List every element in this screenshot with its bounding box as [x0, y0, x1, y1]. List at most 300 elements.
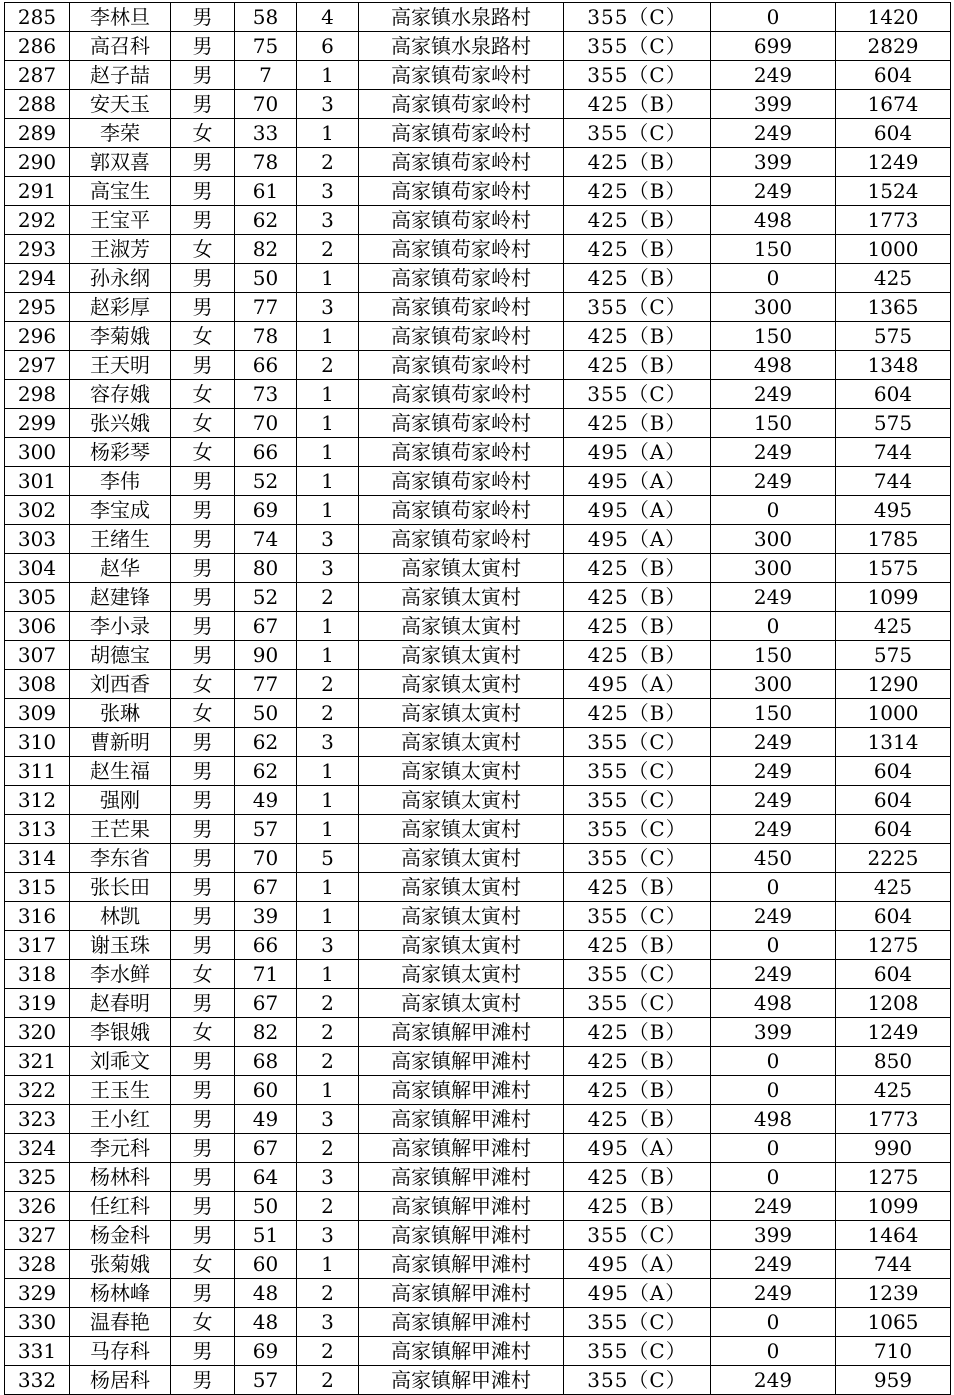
gender-cell: 女: [171, 1250, 235, 1279]
total-cell: 425: [836, 612, 951, 641]
row-number-cell: 294: [5, 264, 70, 293]
subsidy-cell: 300: [711, 293, 836, 322]
gender-cell: 男: [171, 3, 235, 32]
household-size-cell: 1: [297, 264, 359, 293]
age-cell: 62: [235, 728, 297, 757]
total-cell: 1290: [836, 670, 951, 699]
total-cell: 425: [836, 1076, 951, 1105]
table-row: [5, 786, 951, 815]
row-number-cell: 317: [5, 931, 70, 960]
age-cell: 57: [235, 815, 297, 844]
row-number-cell: 307: [5, 641, 70, 670]
row-number-cell: 306: [5, 612, 70, 641]
standard-level-cell: 495（A）: [564, 525, 711, 554]
row-number-cell: 312: [5, 786, 70, 815]
standard-level-cell: 425（B）: [564, 873, 711, 902]
table-row: [5, 1163, 951, 1192]
table-row: [5, 902, 951, 931]
standard-level-cell: 425（B）: [564, 931, 711, 960]
standard-level-cell: 355（C）: [564, 815, 711, 844]
row-number-cell: 320: [5, 1018, 70, 1047]
address-cell: 高家镇苟家岭村: [359, 438, 564, 467]
total-cell: 1065: [836, 1308, 951, 1337]
age-cell: 75: [235, 32, 297, 61]
gender-cell: 男: [171, 1163, 235, 1192]
name-cell: 王绪生: [70, 525, 171, 554]
household-size-cell: 6: [297, 32, 359, 61]
subsidy-cell: 249: [711, 177, 836, 206]
total-cell: 1674: [836, 90, 951, 119]
standard-level-cell: 355（C）: [564, 1221, 711, 1250]
age-cell: 70: [235, 844, 297, 873]
subsidy-cell: 0: [711, 496, 836, 525]
address-cell: 高家镇太寅村: [359, 554, 564, 583]
address-cell: 高家镇解甲滩村: [359, 1337, 564, 1366]
standard-level-cell: 425（B）: [564, 583, 711, 612]
name-cell: 李伟: [70, 467, 171, 496]
table-row: [5, 351, 951, 380]
gender-cell: 男: [171, 264, 235, 293]
subsidy-cell: 399: [711, 148, 836, 177]
row-number-cell: 326: [5, 1192, 70, 1221]
table-row: [5, 380, 951, 409]
address-cell: 高家镇苟家岭村: [359, 235, 564, 264]
name-cell: 李银娥: [70, 1018, 171, 1047]
address-cell: 高家镇解甲滩村: [359, 1047, 564, 1076]
row-number-cell: 292: [5, 206, 70, 235]
row-number-cell: 295: [5, 293, 70, 322]
table-row: [5, 583, 951, 612]
subsidy-cell: 249: [711, 380, 836, 409]
subsidy-cell: 0: [711, 1308, 836, 1337]
total-cell: 575: [836, 322, 951, 351]
gender-cell: 男: [171, 844, 235, 873]
data-table: [4, 2, 951, 1395]
address-cell: 高家镇解甲滩村: [359, 1308, 564, 1337]
subsidy-cell: 249: [711, 757, 836, 786]
age-cell: 48: [235, 1279, 297, 1308]
subsidy-cell: 150: [711, 409, 836, 438]
name-cell: 赵春明: [70, 989, 171, 1018]
household-size-cell: 1: [297, 119, 359, 148]
gender-cell: 男: [171, 1076, 235, 1105]
address-cell: 高家镇太寅村: [359, 757, 564, 786]
address-cell: 高家镇解甲滩村: [359, 1221, 564, 1250]
household-size-cell: 1: [297, 786, 359, 815]
gender-cell: 女: [171, 699, 235, 728]
standard-level-cell: 495（A）: [564, 496, 711, 525]
age-cell: 71: [235, 960, 297, 989]
standard-level-cell: 425（B）: [564, 1163, 711, 1192]
standard-level-cell: 425（B）: [564, 1047, 711, 1076]
table-row: [5, 1366, 951, 1395]
table-row: [5, 641, 951, 670]
total-cell: 1099: [836, 583, 951, 612]
row-number-cell: 290: [5, 148, 70, 177]
household-size-cell: 1: [297, 467, 359, 496]
household-size-cell: 2: [297, 351, 359, 380]
subsidy-cell: 249: [711, 1250, 836, 1279]
name-cell: 王芒果: [70, 815, 171, 844]
total-cell: 1208: [836, 989, 951, 1018]
household-size-cell: 3: [297, 1163, 359, 1192]
age-cell: 82: [235, 235, 297, 264]
household-size-cell: 3: [297, 90, 359, 119]
household-size-cell: 2: [297, 1134, 359, 1163]
standard-level-cell: 355（C）: [564, 728, 711, 757]
age-cell: 58: [235, 3, 297, 32]
total-cell: 1239: [836, 1279, 951, 1308]
address-cell: 高家镇解甲滩村: [359, 1018, 564, 1047]
household-size-cell: 1: [297, 960, 359, 989]
row-number-cell: 293: [5, 235, 70, 264]
total-cell: 1365: [836, 293, 951, 322]
standard-level-cell: 425（B）: [564, 612, 711, 641]
total-cell: 425: [836, 873, 951, 902]
total-cell: 575: [836, 641, 951, 670]
subsidy-cell: 0: [711, 1134, 836, 1163]
age-cell: 66: [235, 438, 297, 467]
gender-cell: 男: [171, 148, 235, 177]
table-row: [5, 873, 951, 902]
name-cell: 高召科: [70, 32, 171, 61]
household-size-cell: 1: [297, 61, 359, 90]
age-cell: 61: [235, 177, 297, 206]
table-row: [5, 496, 951, 525]
household-size-cell: 2: [297, 1337, 359, 1366]
gender-cell: 男: [171, 293, 235, 322]
household-size-cell: 2: [297, 1279, 359, 1308]
gender-cell: 男: [171, 583, 235, 612]
household-size-cell: 3: [297, 1221, 359, 1250]
row-number-cell: 332: [5, 1366, 70, 1395]
household-size-cell: 1: [297, 438, 359, 467]
household-size-cell: 2: [297, 699, 359, 728]
table-row: [5, 960, 951, 989]
address-cell: 高家镇太寅村: [359, 960, 564, 989]
row-number-cell: 323: [5, 1105, 70, 1134]
age-cell: 33: [235, 119, 297, 148]
table-row: [5, 467, 951, 496]
standard-level-cell: 425（B）: [564, 322, 711, 351]
household-size-cell: 1: [297, 1250, 359, 1279]
subsidy-cell: 0: [711, 1076, 836, 1105]
total-cell: 1464: [836, 1221, 951, 1250]
table-row: [5, 554, 951, 583]
row-number-cell: 286: [5, 32, 70, 61]
name-cell: 李水鲜: [70, 960, 171, 989]
name-cell: 赵生福: [70, 757, 171, 786]
table-row: [5, 1221, 951, 1250]
subsidy-cell: 249: [711, 438, 836, 467]
name-cell: 李小录: [70, 612, 171, 641]
table-row: [5, 1018, 951, 1047]
row-number-cell: 287: [5, 61, 70, 90]
gender-cell: 女: [171, 1018, 235, 1047]
row-number-cell: 303: [5, 525, 70, 554]
address-cell: 高家镇解甲滩村: [359, 1163, 564, 1192]
household-size-cell: 4: [297, 3, 359, 32]
age-cell: 52: [235, 467, 297, 496]
subsidy-cell: 249: [711, 815, 836, 844]
standard-level-cell: 495（A）: [564, 467, 711, 496]
address-cell: 高家镇太寅村: [359, 786, 564, 815]
gender-cell: 男: [171, 1337, 235, 1366]
table-row: [5, 699, 951, 728]
total-cell: 1773: [836, 206, 951, 235]
age-cell: 90: [235, 641, 297, 670]
subsidy-cell: 0: [711, 1337, 836, 1366]
subsidy-cell: 249: [711, 1366, 836, 1395]
address-cell: 高家镇解甲滩村: [359, 1366, 564, 1395]
household-size-cell: 3: [297, 177, 359, 206]
row-number-cell: 316: [5, 902, 70, 931]
subsidy-cell: 399: [711, 1018, 836, 1047]
name-cell: 赵子喆: [70, 61, 171, 90]
subsidy-cell: 0: [711, 612, 836, 641]
row-number-cell: 309: [5, 699, 70, 728]
age-cell: 67: [235, 1134, 297, 1163]
row-number-cell: 305: [5, 583, 70, 612]
total-cell: 1314: [836, 728, 951, 757]
address-cell: 高家镇太寅村: [359, 699, 564, 728]
total-cell: 1275: [836, 1163, 951, 1192]
household-size-cell: 1: [297, 496, 359, 525]
standard-level-cell: 355（C）: [564, 1366, 711, 1395]
total-cell: 2829: [836, 32, 951, 61]
total-cell: 604: [836, 119, 951, 148]
address-cell: 高家镇苟家岭村: [359, 351, 564, 380]
total-cell: 1575: [836, 554, 951, 583]
subsidy-cell: 0: [711, 873, 836, 902]
address-cell: 高家镇太寅村: [359, 670, 564, 699]
standard-level-cell: 355（C）: [564, 902, 711, 931]
standard-level-cell: 495（A）: [564, 438, 711, 467]
table-row: [5, 409, 951, 438]
name-cell: 强刚: [70, 786, 171, 815]
name-cell: 曹新明: [70, 728, 171, 757]
total-cell: 850: [836, 1047, 951, 1076]
gender-cell: 男: [171, 786, 235, 815]
name-cell: 刘西香: [70, 670, 171, 699]
row-number-cell: 302: [5, 496, 70, 525]
name-cell: 赵彩厚: [70, 293, 171, 322]
row-number-cell: 330: [5, 1308, 70, 1337]
standard-level-cell: 495（A）: [564, 1134, 711, 1163]
gender-cell: 男: [171, 902, 235, 931]
row-number-cell: 325: [5, 1163, 70, 1192]
age-cell: 50: [235, 1192, 297, 1221]
total-cell: 744: [836, 467, 951, 496]
age-cell: 77: [235, 670, 297, 699]
household-size-cell: 1: [297, 380, 359, 409]
total-cell: 744: [836, 1250, 951, 1279]
age-cell: 82: [235, 1018, 297, 1047]
row-number-cell: 311: [5, 757, 70, 786]
age-cell: 78: [235, 148, 297, 177]
household-size-cell: 2: [297, 989, 359, 1018]
table-row: [5, 1134, 951, 1163]
standard-level-cell: 355（C）: [564, 1308, 711, 1337]
household-size-cell: 1: [297, 641, 359, 670]
gender-cell: 男: [171, 206, 235, 235]
row-number-cell: 315: [5, 873, 70, 902]
gender-cell: 男: [171, 989, 235, 1018]
household-size-cell: 1: [297, 612, 359, 641]
address-cell: 高家镇苟家岭村: [359, 322, 564, 351]
gender-cell: 男: [171, 554, 235, 583]
gender-cell: 女: [171, 670, 235, 699]
total-cell: 604: [836, 380, 951, 409]
subsidy-cell: 249: [711, 728, 836, 757]
age-cell: 62: [235, 206, 297, 235]
age-cell: 62: [235, 757, 297, 786]
household-size-cell: 2: [297, 583, 359, 612]
age-cell: 64: [235, 1163, 297, 1192]
gender-cell: 女: [171, 960, 235, 989]
table-row: [5, 1192, 951, 1221]
subsidy-cell: 699: [711, 32, 836, 61]
table-row: [5, 1105, 951, 1134]
subsidy-cell: 150: [711, 322, 836, 351]
standard-level-cell: 425（B）: [564, 554, 711, 583]
address-cell: 高家镇苟家岭村: [359, 409, 564, 438]
address-cell: 高家镇苟家岭村: [359, 90, 564, 119]
row-number-cell: 291: [5, 177, 70, 206]
address-cell: 高家镇苟家岭村: [359, 264, 564, 293]
row-number-cell: 289: [5, 119, 70, 148]
table-row: [5, 931, 951, 960]
household-size-cell: 2: [297, 1018, 359, 1047]
gender-cell: 男: [171, 351, 235, 380]
household-size-cell: 2: [297, 1366, 359, 1395]
name-cell: 胡德宝: [70, 641, 171, 670]
standard-level-cell: 355（C）: [564, 3, 711, 32]
gender-cell: 男: [171, 32, 235, 61]
subsidy-cell: 249: [711, 786, 836, 815]
name-cell: 杨居科: [70, 1366, 171, 1395]
subsidy-cell: 300: [711, 670, 836, 699]
household-size-cell: 1: [297, 815, 359, 844]
household-size-cell: 2: [297, 670, 359, 699]
subsidy-cell: 150: [711, 699, 836, 728]
address-cell: 高家镇解甲滩村: [359, 1076, 564, 1105]
subsidy-cell: 249: [711, 119, 836, 148]
name-cell: 李宝成: [70, 496, 171, 525]
standard-level-cell: 495（A）: [564, 1279, 711, 1308]
standard-level-cell: 355（C）: [564, 119, 711, 148]
gender-cell: 男: [171, 1279, 235, 1308]
row-number-cell: 321: [5, 1047, 70, 1076]
total-cell: 604: [836, 902, 951, 931]
age-cell: 77: [235, 293, 297, 322]
subsidy-cell: 0: [711, 1047, 836, 1076]
household-size-cell: 1: [297, 757, 359, 786]
subsidy-cell: 450: [711, 844, 836, 873]
row-number-cell: 299: [5, 409, 70, 438]
gender-cell: 男: [171, 496, 235, 525]
total-cell: 2225: [836, 844, 951, 873]
name-cell: 赵建锋: [70, 583, 171, 612]
gender-cell: 女: [171, 380, 235, 409]
household-size-cell: 2: [297, 1047, 359, 1076]
standard-level-cell: 355（C）: [564, 380, 711, 409]
age-cell: 78: [235, 322, 297, 351]
household-size-cell: 2: [297, 235, 359, 264]
total-cell: 604: [836, 61, 951, 90]
subsidy-cell: 150: [711, 235, 836, 264]
standard-level-cell: 425（B）: [564, 206, 711, 235]
standard-level-cell: 355（C）: [564, 293, 711, 322]
standard-level-cell: 355（C）: [564, 960, 711, 989]
standard-level-cell: 495（A）: [564, 670, 711, 699]
subsidy-cell: 0: [711, 931, 836, 960]
standard-level-cell: 355（C）: [564, 1337, 711, 1366]
table-row: [5, 206, 951, 235]
total-cell: 1249: [836, 148, 951, 177]
subsidy-cell: 249: [711, 902, 836, 931]
address-cell: 高家镇苟家岭村: [359, 206, 564, 235]
total-cell: 1275: [836, 931, 951, 960]
address-cell: 高家镇水泉路村: [359, 32, 564, 61]
row-number-cell: 310: [5, 728, 70, 757]
name-cell: 高宝生: [70, 177, 171, 206]
total-cell: 604: [836, 960, 951, 989]
standard-level-cell: 425（B）: [564, 148, 711, 177]
name-cell: 王淑芳: [70, 235, 171, 264]
total-cell: 1099: [836, 1192, 951, 1221]
row-number-cell: 329: [5, 1279, 70, 1308]
total-cell: 744: [836, 438, 951, 467]
age-cell: 52: [235, 583, 297, 612]
table-row: [5, 119, 951, 148]
table-row: [5, 177, 951, 206]
gender-cell: 男: [171, 1047, 235, 1076]
gender-cell: 女: [171, 1308, 235, 1337]
row-number-cell: 296: [5, 322, 70, 351]
standard-level-cell: 425（B）: [564, 641, 711, 670]
row-number-cell: 331: [5, 1337, 70, 1366]
address-cell: 高家镇解甲滩村: [359, 1134, 564, 1163]
address-cell: 高家镇太寅村: [359, 641, 564, 670]
gender-cell: 女: [171, 409, 235, 438]
standard-level-cell: 425（B）: [564, 409, 711, 438]
household-size-cell: 1: [297, 902, 359, 931]
name-cell: 张长田: [70, 873, 171, 902]
address-cell: 高家镇水泉路村: [359, 3, 564, 32]
age-cell: 68: [235, 1047, 297, 1076]
total-cell: 1249: [836, 1018, 951, 1047]
subsidy-cell: 150: [711, 641, 836, 670]
name-cell: 赵华: [70, 554, 171, 583]
table-row: [5, 322, 951, 351]
age-cell: 39: [235, 902, 297, 931]
household-size-cell: 3: [297, 1105, 359, 1134]
household-size-cell: 1: [297, 873, 359, 902]
total-cell: 604: [836, 815, 951, 844]
age-cell: 70: [235, 409, 297, 438]
row-number-cell: 313: [5, 815, 70, 844]
gender-cell: 男: [171, 1221, 235, 1250]
table-row: [5, 1076, 951, 1105]
age-cell: 49: [235, 786, 297, 815]
table-row: [5, 3, 951, 32]
age-cell: 67: [235, 873, 297, 902]
table-row: [5, 264, 951, 293]
table-row: [5, 612, 951, 641]
name-cell: 谢玉珠: [70, 931, 171, 960]
total-cell: 1773: [836, 1105, 951, 1134]
